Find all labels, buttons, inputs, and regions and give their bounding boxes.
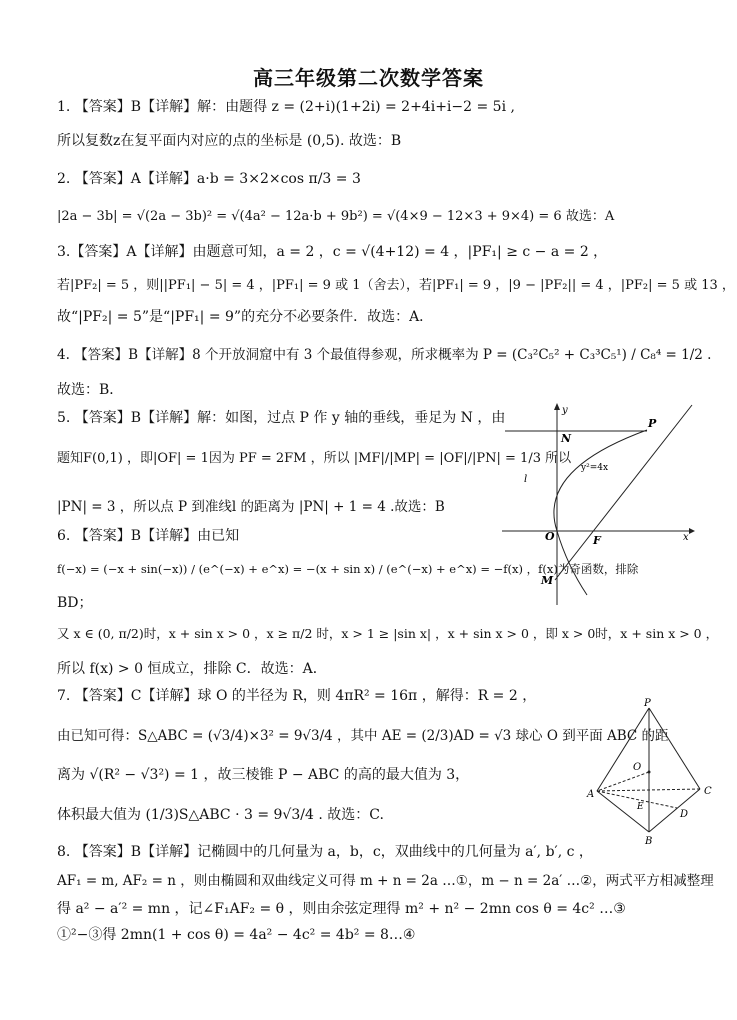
answer-6-line-5: 所以 f(x) > 0 恒成立，排除 C．故选：A． — [57, 661, 327, 677]
answer-3-line-2: 若|PF₂| = 5 ，则||PF₁| − 5| = 4 ，|PF₁| = 9 或 1（舍去），若|PF₁| = 9 ，|9 − |PF₂|| = 4 ，|PF₂| = 5 或 13 ， — [57, 278, 735, 293]
answer-6-line-1: 6. 【答案】B【详解】由已知 — [57, 528, 240, 544]
edge-bc — [649, 789, 700, 832]
answer-4-line-1: 4. 【答案】B【详解】8 个开放洞窟中有 3 个最值得参观，所求概率为 P = (C₃²C₅² + C₃³C₅¹) / C₈⁴ = 1/2 . — [57, 347, 712, 363]
answer-7-line-4: 体积最大值为 (1/3)S△ABC · 3 = 9√3/4 . 故选：C. — [57, 807, 384, 823]
label-c2: C — [704, 786, 712, 797]
edge-pa — [597, 708, 649, 791]
x-axis-arrow — [689, 528, 695, 534]
answer-1-line-1: 1. 【答案】B【详解】解：由题得 z = (2+i)(1+2i) = 2+4i+i−2 = 5i , — [57, 99, 515, 115]
label-m: M — [541, 574, 554, 587]
answer-3-line-1: 3.【答案】A【详解】由题意可知，a = 2 ，c = √(4+12) = 4 ，|PF₁| ≥ c − a = 2 ， — [57, 244, 608, 260]
label-o: O — [545, 530, 555, 543]
segment-oa — [597, 772, 649, 791]
edge-pc — [649, 708, 700, 789]
answer-8-line-2: AF₁ = m, AF₂ = n ，则由椭圆和双曲线定义可得 m + n = 2a …①，m − n = 2a′ …②，两式平方相减整理 — [57, 873, 714, 889]
answer-6-line-4: 又 x ∈ (0, π/2)时，x + sin x > 0 ，x ≥ π/2 时，x > 1 ≥ |sin x| ，x + sin x > 0 ，即 x > 0时，x + sin x > 0 ， — [57, 626, 719, 641]
answer-8-line-4: ①²−③得 2mn(1 + cos θ) = 4a² − 4c² = 4b² = 8…④ — [57, 927, 416, 943]
answer-2-line-1: 2. 【答案】A【详解】a·b = 3×2×cos π/3 = 3 — [57, 171, 361, 187]
answer-8-line-3: 得 a² − a′² = mn ，记∠F₁AF₂ = θ ，则由余弦定理得 m² + n² − 2mn cos θ = 4c² …③ — [57, 901, 626, 917]
answer-5-line-2: 题知F(0,1) ，即|OF| = 1因为 PF = 2FM ，所以 |MF|/|MP| = |OF|/|PN| = 1/3 所以 — [57, 451, 572, 466]
parabola-figure — [497, 400, 707, 610]
parabola-curve — [554, 430, 647, 595]
answer-6-line-2: f(−x) = (−x + sin(−x)) / (e^(−x) + e^x) = −(x + sin x) / (e^(−x) + e^x) = −f(x) ，f(x)为奇函数，排除 — [57, 562, 639, 576]
answer-5-line-1: 5. 【答案】B【详解】解：如图，过点 P 作 y 轴的垂线，垂足为 N ，由 — [57, 410, 506, 426]
label-f: F — [593, 534, 601, 547]
answer-7-line-3: 离为 √(R² − √3²) = 1 ，故三棱锥 P − ABC 的高的最大值为 3， — [57, 767, 470, 783]
label-y: y — [562, 405, 568, 416]
label-n: N — [561, 432, 572, 445]
label-a2: A — [587, 789, 595, 800]
label-o2: O — [633, 762, 642, 773]
answer-6-line-3: BD； — [57, 595, 93, 611]
label-l: l — [524, 474, 528, 485]
answer-1-line-2: 所以复数z在复平面内对应的点的坐标是 (0,5). 故选：B — [57, 133, 402, 149]
label-e2: E — [637, 802, 644, 812]
document-title: 高三年级第二次数学答案 — [253, 66, 484, 90]
answer-3-line-3: 故“|PF₂| = 5”是“|PF₁| = 9”的充分不必要条件．故选：A． — [57, 309, 434, 325]
answer-4-line-2: 故选：B． — [57, 382, 124, 398]
answer-8-line-1: 8. 【答案】B【详解】记椭圆中的几何量为 a，b，c，双曲线中的几何量为 a′, b′, c ， — [57, 844, 593, 860]
answer-7-line-1: 7. 【答案】C【详解】球 O 的半径为 R，则 4πR² = 16π ，解得：R = 2 ， — [57, 688, 537, 704]
answer-7-line-2: 由已知可得：S△ABC = (√3/4)×3² = 9√3/4 ，其中 AE = (2/3)AD = √3 球心 O 到平面 ABC 的距 — [57, 728, 669, 744]
answer-2-line-2: |2a − 3b| = √(2a − 3b)² = √(4a² − 12a·b + 9b²) = √(4×9 − 12×3 + 9×4) = 6 故选：A — [57, 209, 615, 224]
label-p: P — [648, 417, 657, 430]
answer-5-line-3: |PN| = 3 ，所以点 P 到准线l 的距离为 |PN| + 1 = 4 .故选：B — [57, 499, 445, 515]
label-p2: P — [644, 698, 651, 709]
label-curve: y²=4x — [581, 463, 609, 473]
tetrahedron-figure — [585, 698, 725, 848]
y-axis-arrow — [554, 403, 560, 410]
label-b2: B — [645, 836, 653, 847]
point-o — [648, 771, 651, 774]
label-x: x — [683, 532, 689, 543]
label-d2: D — [680, 809, 689, 820]
